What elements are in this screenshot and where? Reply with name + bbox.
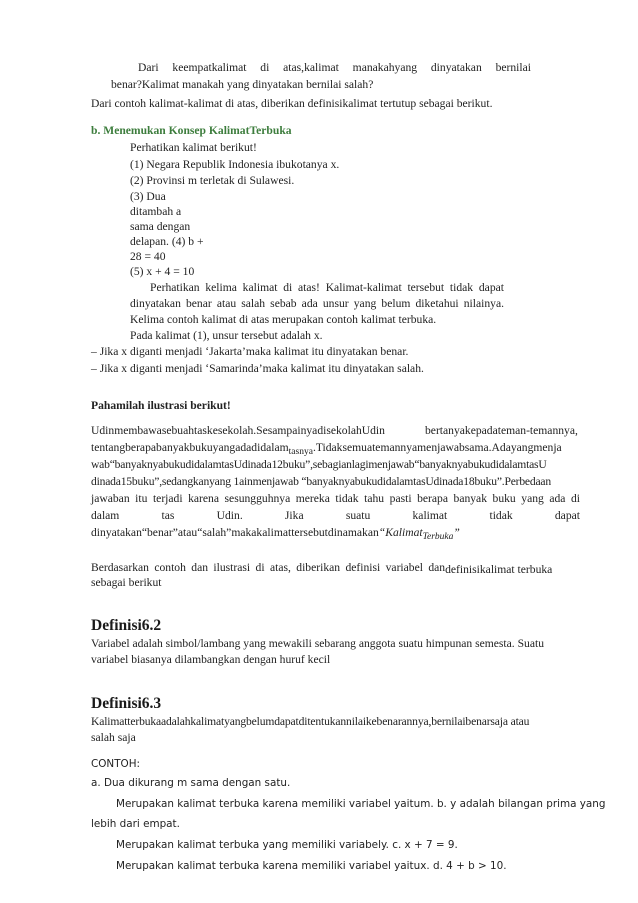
ilustrasi-heading: Pahamilah ilustrasi berikut!	[91, 399, 231, 412]
ilustrasi-line	[91, 526, 460, 541]
word: Udin.	[216, 509, 243, 522]
ilustrasi-text: tentangberapabanyakbukuyangadadidalam	[91, 441, 289, 454]
section-b-paragraph: Perhatikan kelima kalimat di atas! Kalimat-kalimat tersebut tidak dapat	[150, 281, 504, 294]
berdasarkan-line	[91, 561, 552, 575]
ilustrasi-text: dinyatakan“benar”atau“salah”makakalimattersebutdinamakan	[91, 526, 379, 539]
question-line-2: benar?Kalimat manakah yang dinyatakan bernilai salah?	[111, 78, 374, 91]
word: suatu	[345, 509, 371, 522]
word: Jika	[284, 509, 304, 522]
berdasarkan-line: sebagai berikut	[91, 576, 162, 589]
definition-title: Definisi6.2	[91, 617, 162, 634]
definition-text: variabel biasanya dilambangkan dengan huruf kecil	[91, 653, 331, 666]
section-b-line: (5) x + 4 = 10	[130, 265, 195, 278]
ilustrasi-italic: ”	[453, 526, 460, 539]
section-b-line: ditambah a	[130, 205, 182, 218]
section-b-paragraph: dinyatakan benar atau salah sebab ada unsur yang belum diketahui nilainya.	[130, 297, 504, 310]
ilustrasi-text: .Tidaksemuatemannyamenjawabsama.Adayangmenja	[312, 441, 562, 454]
section-b-line: sama dengan	[130, 220, 191, 233]
contoh-item: Merupakan kalimat terbuka karena memiliki variabel yaitum. b. y adalah bilangan prima yang	[116, 798, 606, 810]
section-b-line: Perhatikan kalimat berikut!	[130, 141, 257, 154]
contoh-label: CONTOH:	[91, 758, 141, 770]
ilustrasi-subtext: tasnya	[288, 447, 313, 457]
section-b-line: (2) Provinsi m terletak di Sulawesi.	[130, 174, 295, 187]
ilustrasi-line: dinada15buku”,sedangkanyang 1ainmenjawab “banyaknyabukudidalamtasUdinada18buku”.Perbedaan	[91, 475, 551, 488]
ilustrasi-italic: “Kalimat	[378, 526, 423, 539]
definition-text: salah saja	[91, 731, 136, 744]
berdasarkan-text: definisikalimat terbuka	[445, 563, 553, 576]
ilustrasi-subtext: Terbuka	[422, 532, 454, 542]
contoh-item: Merupakan kalimat terbuka karena memiliki variabel yaitux. d. 4 + b > 10.	[116, 860, 507, 872]
section-b-line: (3) Dua	[130, 190, 166, 203]
ilustrasi-line: wab“banyaknyabukudidalamtasUdinada12buku”,sebagianlagimenjawab“banyaknyabukudidalamtasU	[91, 458, 547, 471]
word: dapat	[554, 509, 580, 522]
contoh-item: lebih dari empat.	[91, 818, 180, 830]
ilustrasi-line: bertanyakepadateman-temannya,	[425, 424, 578, 437]
section-b-line: (1) Negara Republik Indonesia ibukotanya x.	[130, 158, 340, 171]
word: tas	[161, 509, 175, 522]
section-b-paragraph: Pada kalimat (1), unsur tersebut adalah x.	[130, 329, 323, 342]
contoh-item: Merupakan kalimat terbuka yang memiliki variabely. c. x + 7 = 9.	[116, 839, 458, 851]
bullet-item: – Jika x diganti menjadi ‘Jakarta’maka kalimat itu dinyatakan benar.	[91, 345, 409, 358]
definition-title: Definisi6.3	[91, 695, 162, 712]
contoh-item: a. Dua dikurang m sama dengan satu.	[91, 777, 291, 789]
intro-text: Dari contoh kalimat-kalimat di atas, diberikan definisikalimat tertutup sebagai berikut.	[91, 97, 493, 110]
section-b-heading: b. Menemukan Konsep KalimatTerbuka	[91, 124, 292, 137]
ilustrasi-line	[91, 441, 562, 456]
section-b-line: delapan. (4) b +	[130, 235, 204, 248]
section-b-line: 28 = 40	[130, 250, 166, 263]
bullet-item: – Jika x diganti menjadi ‘Samarinda’maka kalimat itu dinyatakan salah.	[91, 362, 424, 375]
berdasarkan-text: Berdasarkan contoh dan ilustrasi di atas, diberikan definisi variabel dan	[91, 561, 446, 574]
ilustrasi-line: Udinmembawasebuahtaskesekolah.SesampainyadisekolahUdin	[91, 424, 385, 437]
word: kalimat	[412, 509, 448, 522]
word: tidak	[489, 509, 513, 522]
ilustrasi-line: jawaban itu terjadi karena sesungguhnya mereka tidak tahu pasti berapa banyak buku yang ada di	[91, 492, 580, 505]
question-line-1: Dari keempatkalimat di atas,kalimat manakahyang dinyatakan bernilai	[138, 61, 531, 74]
section-b-paragraph: Kelima contoh kalimat di atas merupakan contoh kalimat terbuka.	[130, 313, 437, 326]
ilustrasi-line	[91, 509, 580, 523]
word: dalam	[91, 509, 120, 522]
definition-text: Kalimatterbukaadalahkalimatyangbelumdapatditentukannilaikebenarannya,bernilaibenarsaja atau	[91, 715, 530, 728]
definition-text: Variabel adalah simbol/lambang yang mewakili sebarang anggota suatu himpunan semesta. Suatu	[91, 637, 544, 650]
